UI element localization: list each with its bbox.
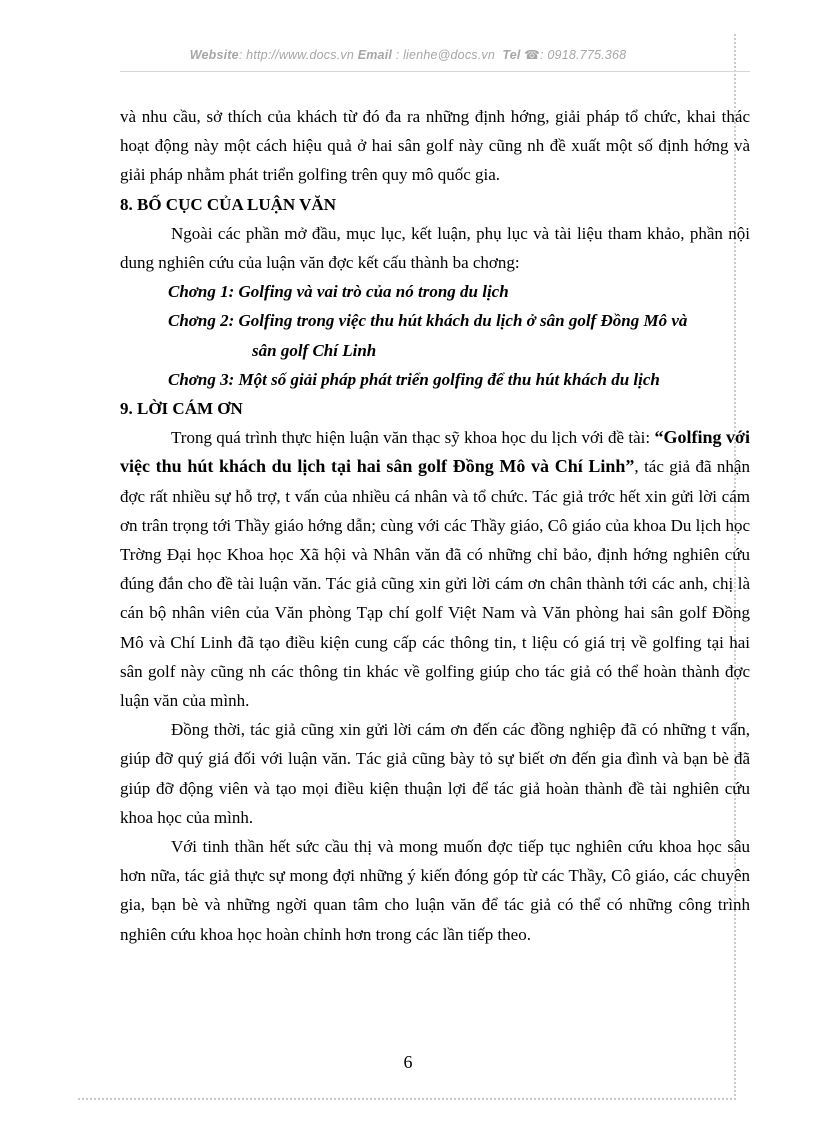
header-divider [120,71,750,72]
tel-label: Tel [502,48,521,62]
p1-intro: Trong quá trình thực hiện luận văn thạc sỹ khoa học du lịch với đề tài: [171,428,651,448]
phone-icon: ☎ [524,48,541,62]
section-9-paragraph-1 [120,423,750,715]
email-label: Email [357,48,393,62]
website-value[interactable]: : http://www.docs.vn [238,48,354,62]
p1-body: , tác giả đã nhận đợc rất nhiều sự hỗ trợ, t vấn của nhiều cá nhân và tổ chức. Tác giả trớc hết xin gửi lời cám ơn trân trọng tới Thầy giáo hớng dẫn; cùng với các Thầy giáo, Cô giáo của khoa Du lịch học Trờng Đại học Khoa học Xã hội và Nhân văn đã có những chỉ bảo, định hớng nghiên cứu đúng đắn cho đề tài luận văn. Tác giả cũng xin gửi lời cám ơn chân thành tới các anh, chị là cán bộ nhân viên của Văn phòng Tạp chí golf Việt Nam và Văn phòng hai sân golf Đồng Mô và Chí Linh đã tạo điều kiện cung cấp các thông tin, t liệu có giá trị về golfing tại hai sân golf này cũng nh các thông tin khác về golfing giúp cho tác giả có thể hoàn thành đợc luận văn của mình. [120,457,750,711]
chapter-1-text: Chơng 1: Golfing và vai trò của nó trong du lịch [168,282,509,302]
section-8-paragraph: Ngoài các phần mở đầu, mục lục, kết luận, phụ lục và tài liệu tham khảo, phần nội dung nghiên cứu của luận văn đợc kết cấu thành ba chơng: [120,223,750,273]
chapter-3-text: Chơng 3: Một số giải pháp phát triển golfing để thu hút khách du lịch [168,369,660,389]
intro-paragraph: và nhu cầu, sở thích của khách từ đó đa ra những định hớng, giải pháp tổ chức, khai thác hoạt động này một cách hiệu quả ở hai sân golf này cũng nh đề xuất một số định hớng và giải pháp nhằm phát triển golfing trên quy mô quốc gia. [120,107,750,185]
email-value[interactable]: : lienhe@docs.vn [395,48,496,62]
website-label: Website [189,48,239,62]
page-number: 6 [403,1052,413,1072]
section-9-paragraph-3: Với tinh thần hết sức cầu thị và mong muốn đợc tiếp tục nghiên cứu khoa học sâu hơn nữa, tác giả thực sự mong đợi những ý kiến đóng góp từ các Thầy, Cô giáo, các chuyên gia, bạn bè và những ngời quan tâm cho luận văn để tác giả có thể có những công trình nghiên cứu khoa học hoàn chỉnh hơn trong các lần tiếp theo. [120,837,750,944]
chapter-1 [120,277,750,306]
thesis-title: “Golfing với việc thu hút khách du lịch tại hai sân golf Đồng Mô và Chí Linh” [120,427,751,477]
section-8-title: 8. BỐ CỤC CỦA LUẬN VĂN [120,194,336,214]
chapter-2 [120,306,750,364]
page-header [0,47,816,62]
chapter-3 [120,365,750,394]
document-body [120,102,750,949]
section-9-paragraph-2: Đồng thời, tác giả cũng xin gửi lời cám ơn đến các đồng nghiệp đã có những t vấn, giúp đỡ quý giá đối với luận văn. Tác giả cũng bày tỏ sự biết ơn đến gia đình và bạn bè đã giúp đỡ động viên và tạo mọi điều kiện thuận lợi để tác giả hoàn thành đề tài nghiên cứu khoa học của mình. [120,720,750,827]
chapter-2-text: Chơng 2: Golfing trong việc thu hút khách du lịch ở sân golf Đồng Mô và [168,311,688,331]
chapter-2-continuation: sân golf Chí Linh [252,340,377,360]
tel-value: : 0918.775.368 [540,48,627,62]
section-9-title: 9. LỜI CÁM ƠN [120,399,243,419]
